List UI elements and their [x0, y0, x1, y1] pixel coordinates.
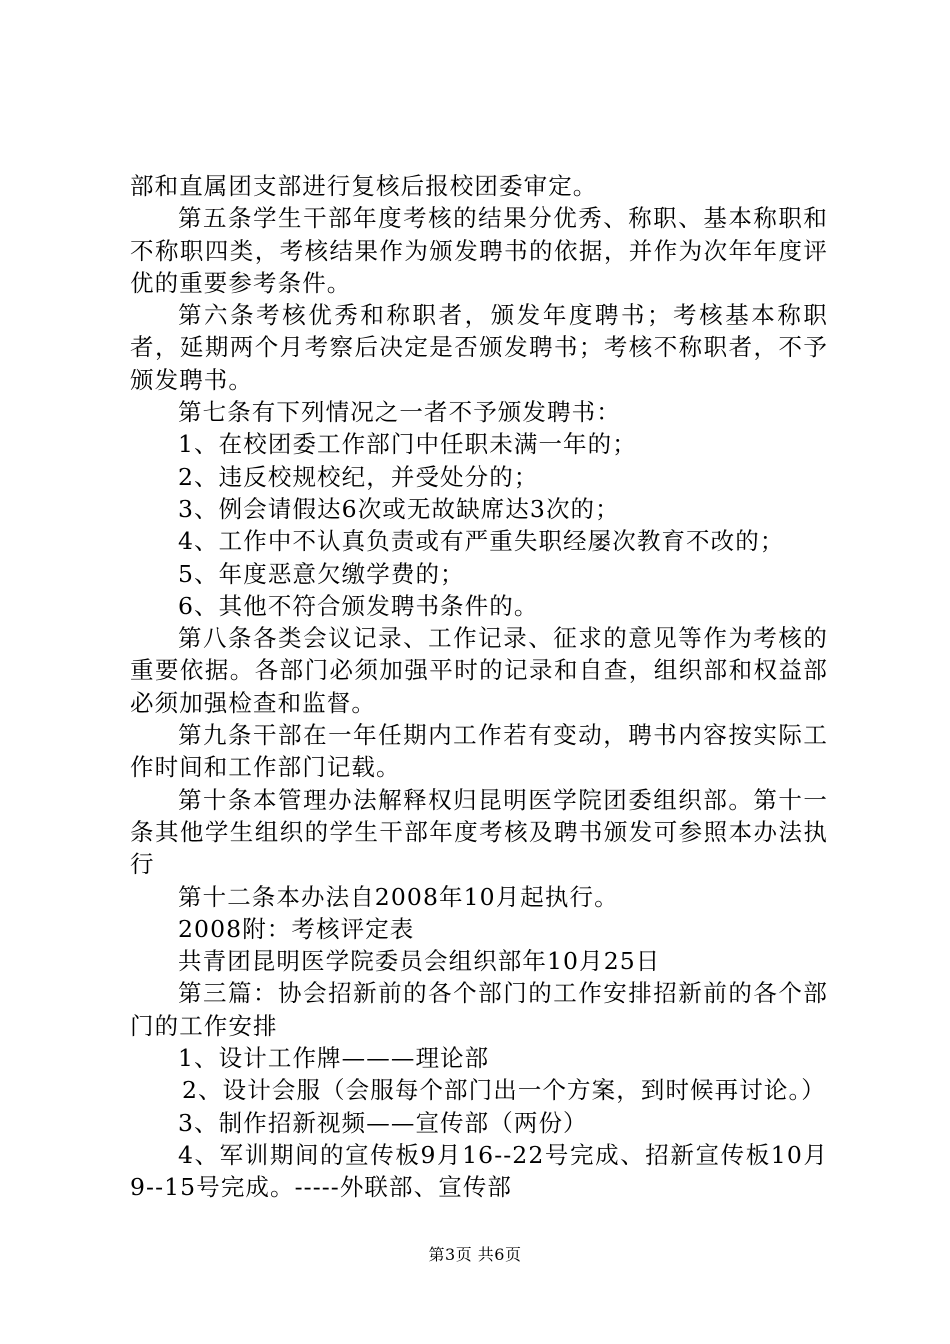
paragraph-signature: 共青团昆明医学院委员会组织部年10月25日 — [178, 947, 661, 976]
paragraph-article-7: 第七条有下列情况之一者不予颁发聘书： — [178, 398, 621, 427]
task-item-3: 3、制作招新视频——宣传部（两份） — [178, 1108, 588, 1137]
paragraph-article-6: 第六条考核优秀和称职者，颁发年度聘书；考核基本称职者，延期两个月考察后决定是否颁发聘书；考核不称职者，不予颁发聘书。 — [130, 301, 828, 394]
paragraph-article-10-11: 第十条本管理办法解释权归昆明医学院团委组织部。第十一条其他学生组织的学生干部年度考核及聘书颁发可参照本办法执行 — [130, 785, 828, 879]
list-item-4: 4、工作中不认真负责或有严重失职经屡次教育不改的； — [178, 527, 785, 556]
list-item-6: 6、其他不符合颁发聘书条件的。 — [178, 591, 539, 620]
section-heading-part-3: 第三篇：协会招新前的各个部门的工作安排招新前的各个部门的工作安排 — [130, 979, 828, 1040]
list-item-1: 1、在校团委工作部门中任职未满一年的； — [178, 430, 637, 459]
task-item-4: 4、军训期间的宣传板9月16--22号完成、招新宣传板10月9--15号完成。-----外联部、宣传部 — [130, 1140, 828, 1202]
task-item-1: 1、设计工作牌———理论部 — [178, 1044, 490, 1073]
list-item-3: 3、例会请假达6次或无故缺席达3次的； — [178, 494, 620, 523]
paragraph-article-5: 第五条学生干部年度考核的结果分优秀、称职、基本称职和不称职四类，考核结果作为颁发聘书的依据，并作为次年年度评优的重要参考条件。 — [130, 204, 828, 297]
list-item-5: 5、年度恶意欠缴学费的； — [178, 559, 465, 588]
paragraph-continuation: 部和直属团支部进行复核后报校团委审定。 — [130, 172, 598, 200]
task-item-2: 2、设计会服（会服每个部门出一个方案，到时候再讨论。） — [182, 1076, 826, 1105]
list-item-2: 2、违反校规校纪，并受处分的； — [178, 462, 539, 491]
document-body — [130, 170, 828, 1204]
page-number-footer: 第3页 共6页 — [428, 1245, 522, 1264]
paragraph-attachment: 2008附：考核评定表 — [178, 914, 415, 943]
paragraph-article-9: 第九条干部在一年任期内工作若有变动，聘书内容按实际工作时间和工作部门记载。 — [130, 721, 828, 782]
paragraph-article-8: 第八条各类会议记录、工作记录、征求的意见等作为考核的重要依据。各部门必须加强平时的记录和自查，组织部和权益部必须加强检查和监督。 — [130, 624, 828, 717]
paragraph-article-12: 第十二条本办法自2008年10月起执行。 — [178, 882, 619, 911]
